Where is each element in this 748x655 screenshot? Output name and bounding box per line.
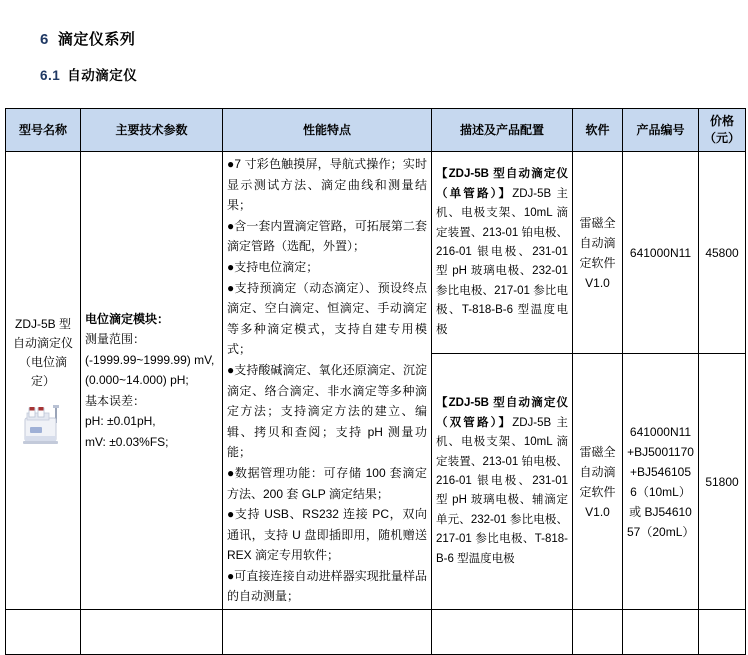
product-no-variant1: 641000N11 bbox=[623, 152, 699, 354]
header-price-line1: 价格 bbox=[709, 114, 734, 128]
software-cell-variant1: 雷磁全自动滴定软件 V1.0 bbox=[573, 152, 623, 354]
header-config: 描述及产品配置 bbox=[432, 109, 573, 152]
specs-line: (0.000~14.000) pH; bbox=[85, 373, 189, 388]
config-text-variant1: ZDJ-5B 主机、电极支架、10mL 滴定装置、213-01 铂电极、216-01 银电极、231-01 型 pH 玻璃电极、232-01 参比电极、217-01 参比电极、T-818-B-6 型温度电极 bbox=[436, 187, 569, 336]
header-price-line2: （元） bbox=[703, 131, 740, 145]
feature-item: ●7 寸彩色触摸屏，导航式操作；实时显示测试方法、滴定曲线和测量结果； bbox=[227, 157, 427, 213]
section-number: 6 bbox=[40, 31, 49, 48]
product-no-variant2: 641000N11+BJ5001170 +BJ5461056（10mL）或 BJ5461057（20mL） bbox=[623, 354, 699, 610]
specs-cell bbox=[81, 152, 223, 610]
specs-line: (-1999.99~1999.99) mV, bbox=[85, 352, 215, 367]
feature-item: ●支持预滴定（动态滴定）、预设终点滴定、空白滴定、恒滴定、手动滴定等多种滴定模式，支持自建专用模式； bbox=[227, 280, 427, 357]
feature-item: ●支持电位滴定； bbox=[227, 259, 319, 274]
header-price bbox=[699, 109, 746, 152]
price-variant1: 45800 bbox=[699, 152, 746, 354]
product-image bbox=[20, 405, 66, 447]
header-software: 软件 bbox=[573, 109, 623, 152]
config-title-variant2: 【ZDJ-5B 型自动滴定仪（双管路）】 bbox=[436, 397, 568, 429]
specs-line: 基本误差： bbox=[85, 393, 146, 408]
table-row-next-clipped bbox=[6, 610, 746, 655]
config-cell-variant1 bbox=[432, 152, 573, 354]
header-product-no: 产品编号 bbox=[623, 109, 699, 152]
specs-line: 测量范围： bbox=[85, 332, 146, 347]
product-table bbox=[5, 108, 746, 655]
header-features: 性能特点 bbox=[223, 109, 432, 152]
section-title: 滴定仪系列 bbox=[57, 31, 136, 48]
config-cell-variant2 bbox=[432, 354, 573, 610]
header-specs: 主要技术参数 bbox=[81, 109, 223, 152]
feature-item: ●支持 USB、RS232 连接 PC，双向通讯，支持 U 盘即插即用，随机赠送 REX 滴定专用软件； bbox=[227, 507, 427, 563]
model-name: ZDJ-5B 型自动滴定仪 bbox=[12, 316, 73, 350]
config-title-variant1: 【ZDJ-5B 型自动滴定仪（单管路）】 bbox=[436, 168, 568, 200]
table-row-variant1 bbox=[6, 152, 746, 354]
feature-item: ●可直接连接自动进样器实现批量样品的自动测量； bbox=[227, 568, 427, 604]
feature-item: ●数据管理功能：可存储 100 套滴定方法、200 套 GLP 滴定结果； bbox=[227, 465, 427, 501]
feature-item: ●含一套内置滴定管路，可拓展第二套滴定管路（选配，外置）； bbox=[227, 218, 427, 254]
specs-title: 电位滴定模块： bbox=[85, 311, 170, 326]
price-variant2: 51800 bbox=[699, 354, 746, 610]
model-cell bbox=[6, 152, 81, 610]
model-sub: （电位滴定） bbox=[18, 354, 67, 388]
specs-line: pH: ±0.01pH, bbox=[85, 414, 156, 429]
config-text-variant2: ZDJ-5B 主机、电极支架、10mL 滴定装置、213-01 铂电极、216-01 银电极、231-01 型 pH 玻璃电极、辅滴定单元、232-01 参比电极、217-01 参比电极、T-818-B-6 型温度电极 bbox=[436, 416, 569, 565]
table-header-row bbox=[6, 109, 746, 152]
subsection-title: 自动滴定仪 bbox=[67, 68, 138, 83]
software-cell-variant2: 雷磁全自动滴定软件 V1.0 bbox=[573, 354, 623, 610]
features-cell bbox=[223, 152, 432, 610]
header-model: 型号名称 bbox=[6, 109, 81, 152]
specs-line: mV: ±0.03%FS; bbox=[85, 434, 169, 449]
subsection-heading bbox=[40, 64, 137, 84]
subsection-number: 6.1 bbox=[40, 68, 61, 83]
section-heading bbox=[40, 28, 135, 49]
feature-item: ●支持酸碱滴定、氧化还原滴定、沉淀滴定、络合滴定、非水滴定等多种滴定方法；支持滴定方法的建立、编辑、拷贝和查阅；支持 pH 测量功能； bbox=[227, 362, 427, 460]
